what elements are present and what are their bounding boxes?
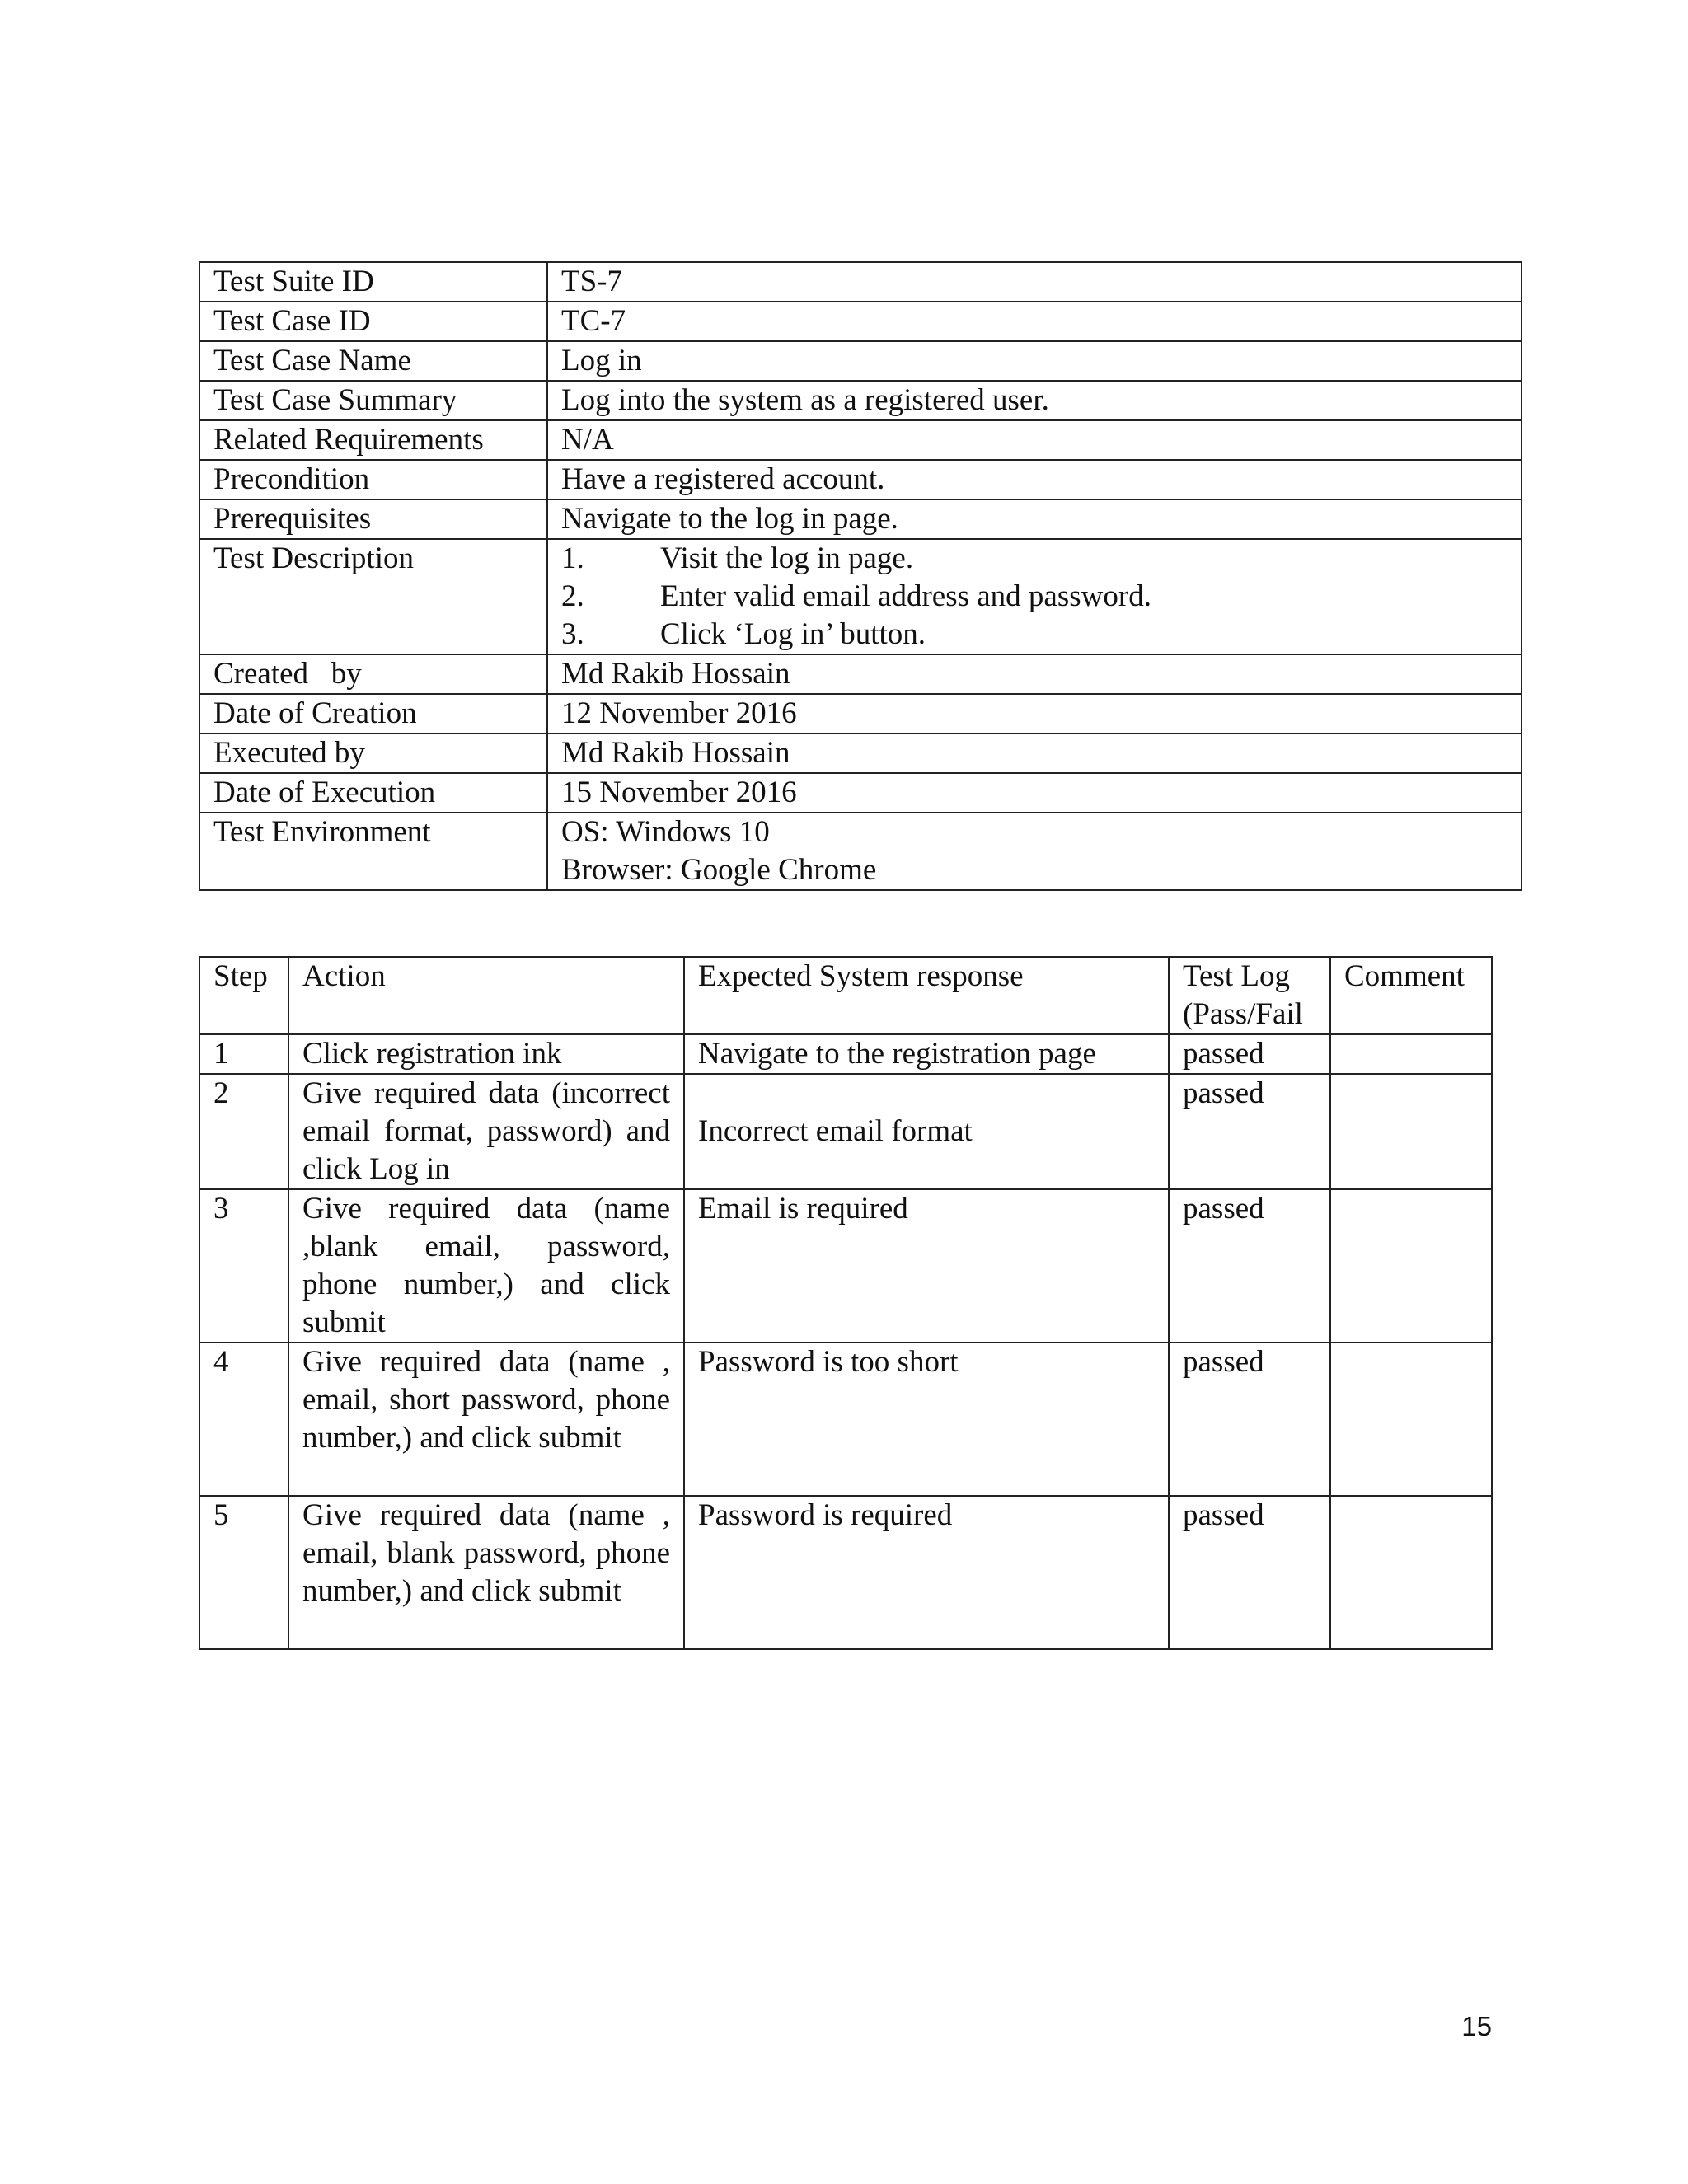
table-row	[199, 1074, 1492, 1189]
header-line: Test Log	[1183, 959, 1290, 993]
test-environment-row	[199, 813, 1522, 890]
expected-cell: Navigate to the registration page	[684, 1034, 1169, 1074]
field-label: Test Case Summary	[199, 381, 547, 420]
test-description-steps	[547, 539, 1522, 654]
expected-cell: Incorrect email format	[684, 1074, 1169, 1189]
step-text: Visit the log in page.	[660, 541, 914, 575]
field-value: Navigate to the log in page.	[547, 499, 1522, 539]
field-label: Test Case Name	[199, 341, 547, 381]
field-label: Related Requirements	[199, 420, 547, 460]
environment-os: OS: Windows 10	[561, 815, 770, 849]
step-number: 3.	[561, 617, 584, 651]
field-value: TC-7	[547, 302, 1522, 341]
description-step	[561, 578, 1507, 616]
field-value: Md Rakib Hossain	[547, 654, 1522, 694]
field-label: Executed by	[199, 733, 547, 773]
description-step	[561, 616, 1507, 654]
field-label: Test Environment	[199, 813, 547, 890]
table-row	[199, 1343, 1492, 1496]
table-row	[199, 302, 1522, 341]
step-number: 1.	[561, 541, 584, 575]
field-value: Log in	[547, 341, 1522, 381]
table-row	[199, 262, 1522, 302]
expected-cell: Email is required	[684, 1189, 1169, 1343]
table-row	[199, 1496, 1492, 1649]
log-cell: passed	[1169, 1074, 1330, 1189]
table-row	[199, 654, 1522, 694]
field-label: Precondition	[199, 460, 547, 499]
comment-cell	[1330, 1189, 1492, 1343]
expected-cell: Password is too short	[684, 1343, 1169, 1496]
column-header-step: Step	[199, 957, 288, 1034]
table-row	[199, 1189, 1492, 1343]
column-header-test-log	[1169, 957, 1330, 1034]
table-row	[199, 341, 1522, 381]
table-header-row	[199, 957, 1492, 1034]
log-cell: passed	[1169, 1343, 1330, 1496]
table-row	[199, 1034, 1492, 1074]
field-label: Date of Creation	[199, 694, 547, 733]
field-value	[547, 813, 1522, 890]
step-number: 2.	[561, 579, 584, 613]
comment-cell	[1330, 1496, 1492, 1649]
field-value: N/A	[547, 420, 1522, 460]
log-cell: passed	[1169, 1189, 1330, 1343]
table-row	[199, 381, 1522, 420]
step-cell: 1	[199, 1034, 288, 1074]
column-header-action: Action	[288, 957, 684, 1034]
page-number: 15	[1461, 2011, 1492, 2041]
comment-cell	[1330, 1343, 1492, 1496]
field-value: 15 November 2016	[547, 773, 1522, 813]
table-row	[199, 773, 1522, 813]
step-text: Click ‘Log in’ button.	[660, 617, 926, 651]
step-cell: 5	[199, 1496, 288, 1649]
field-value: Md Rakib Hossain	[547, 733, 1522, 773]
field-label: Test Case ID	[199, 302, 547, 341]
environment-browser: Browser: Google Chrome	[561, 853, 877, 887]
field-label: Test Suite ID	[199, 262, 547, 302]
test-case-info-table	[199, 261, 1522, 891]
description-step	[561, 540, 1507, 578]
action-cell: Give required data (name , email, blank password, phone number,) and click submit	[288, 1496, 684, 1649]
step-cell: 2	[199, 1074, 288, 1189]
step-cell: 3	[199, 1189, 288, 1343]
field-value: TS-7	[547, 262, 1522, 302]
step-text: Enter valid email address and password.	[660, 579, 1151, 613]
field-label: Test Description	[199, 539, 547, 654]
step-cell: 4	[199, 1343, 288, 1496]
action-cell: Give required data (name , email, short password, phone number,) and click submit	[288, 1343, 684, 1496]
table-row	[199, 460, 1522, 499]
log-cell: passed	[1169, 1034, 1330, 1074]
column-header-comment: Comment	[1330, 957, 1492, 1034]
field-label: Date of Execution	[199, 773, 547, 813]
expected-cell: Password is required	[684, 1496, 1169, 1649]
field-value: Log into the system as a registered user.	[547, 381, 1522, 420]
column-header-expected: Expected System response	[684, 957, 1169, 1034]
table-row	[199, 420, 1522, 460]
test-steps-table	[199, 956, 1493, 1650]
field-label: Prerequisites	[199, 499, 547, 539]
test-description-row	[199, 539, 1522, 654]
header-line: (Pass/Fail	[1183, 997, 1303, 1031]
field-value: 12 November 2016	[547, 694, 1522, 733]
field-label: Created by	[199, 654, 547, 694]
log-cell: passed	[1169, 1496, 1330, 1649]
table-row	[199, 733, 1522, 773]
comment-cell	[1330, 1034, 1492, 1074]
table-row	[199, 694, 1522, 733]
field-value: Have a registered account.	[547, 460, 1522, 499]
comment-cell	[1330, 1074, 1492, 1189]
action-cell: Give required data (name ,blank email, password, phone number,) and click submit	[288, 1189, 684, 1343]
action-cell: Click registration ink	[288, 1034, 684, 1074]
action-cell: Give required data (incorrect email format, password) and click Log in	[288, 1074, 684, 1189]
table-row	[199, 499, 1522, 539]
